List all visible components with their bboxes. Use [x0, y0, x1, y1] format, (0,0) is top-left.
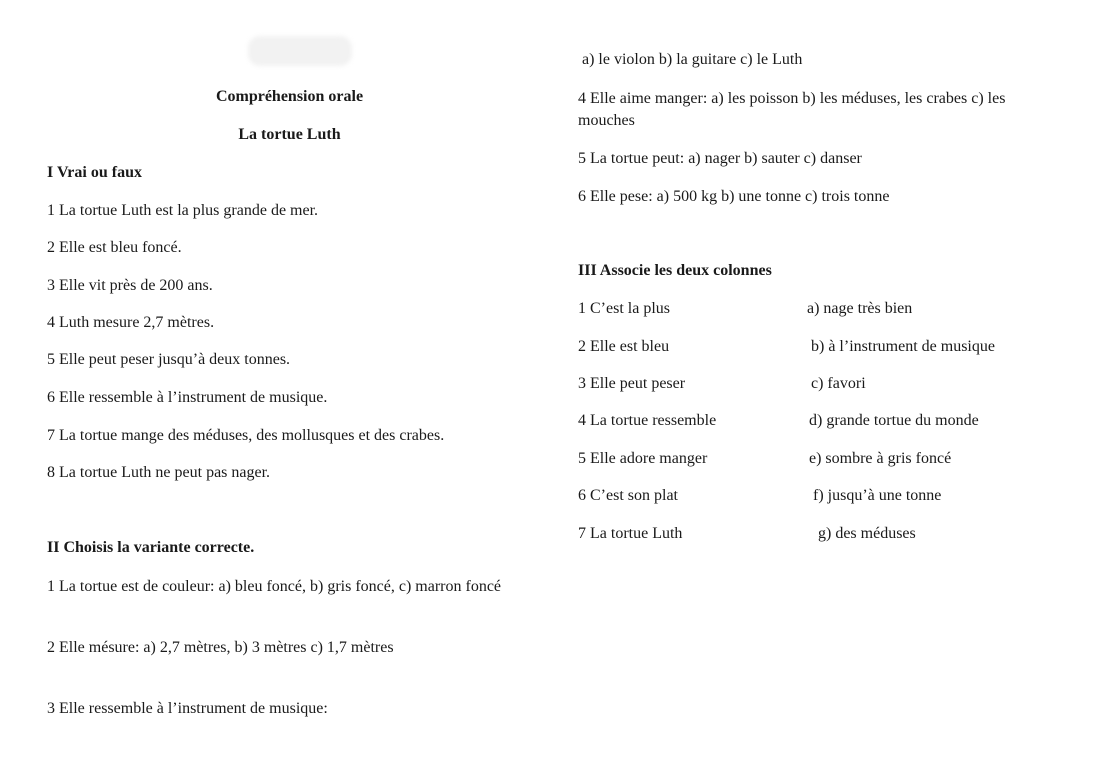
mc-question-2: 2 Elle mésure: a) 2,7 mètres, b) 3 mètres c) 1,7 mètres — [47, 639, 394, 656]
tf-item-3: 3 Elle vit près de 200 ans. — [47, 277, 213, 294]
match-right-d: d) grande tortue du monde — [809, 412, 979, 429]
tf-item-4: 4 Luth mesure 2,7 mètres. — [47, 314, 215, 331]
mc-question-1: 1 La tortue est de couleur: a) bleu foncé, b) gris foncé, c) marron foncé — [47, 578, 502, 595]
match-left-6: 6 C’est son plat — [578, 487, 678, 504]
match-right-c: c) favori — [811, 375, 866, 392]
match-left-5: 5 Elle adore manger — [578, 450, 708, 467]
mc-question-3: 3 Elle ressemble à l’instrument de musique: — [47, 700, 328, 717]
tf-item-8: 8 La tortue Luth ne peut pas nager. — [47, 464, 271, 481]
section3-heading: III Associe les deux colonnes — [578, 262, 772, 279]
tf-item-1: 1 La tortue Luth est la plus grande de mer. — [47, 202, 319, 219]
match-left-2: 2 Elle est bleu — [578, 338, 670, 355]
page-title: Compréhension orale — [215, 88, 364, 105]
tf-item-7: 7 La tortue mange des méduses, des mollusques et des crabes. — [47, 427, 445, 444]
match-right-b: b) à l’instrument de musique — [811, 338, 995, 355]
page-subtitle: La tortue Luth — [238, 126, 341, 143]
match-right-f: f) jusqu’à une tonne — [813, 487, 942, 504]
mc-question-4: 4 Elle aime manger: a) les poisson b) les méduses, les crabes c) les mouches — [578, 90, 1006, 129]
mc-question-3-options: a) le violon b) la guitare c) le Luth — [582, 51, 803, 68]
match-right-g: g) des méduses — [818, 525, 916, 542]
match-left-1: 1 C’est la plus — [578, 300, 670, 317]
match-left-3: 3 Elle peut peser — [578, 375, 686, 392]
mc-question-5: 5 La tortue peut: a) nager b) sauter c) danser — [578, 150, 862, 167]
mc-question-6: 6 Elle pese: a) 500 kg b) une tonne c) trois tonne — [578, 188, 890, 205]
tf-item-5: 5 Elle peut peser jusqu’à deux tonnes. — [47, 351, 291, 368]
tf-item-6: 6 Elle ressemble à l’instrument de musique. — [47, 389, 328, 406]
section2-heading: II Choisis la variante correcte. — [47, 539, 255, 556]
match-right-a: a) nage très bien — [807, 300, 913, 317]
match-right-e: e) sombre à gris foncé — [809, 450, 952, 467]
match-left-7: 7 La tortue Luth — [578, 525, 683, 542]
erased-mark — [248, 36, 352, 66]
section1-heading: I Vrai ou faux — [47, 164, 142, 181]
match-left-4: 4 La tortue ressemble — [578, 412, 717, 429]
tf-item-2: 2 Elle est bleu foncé. — [47, 239, 182, 256]
